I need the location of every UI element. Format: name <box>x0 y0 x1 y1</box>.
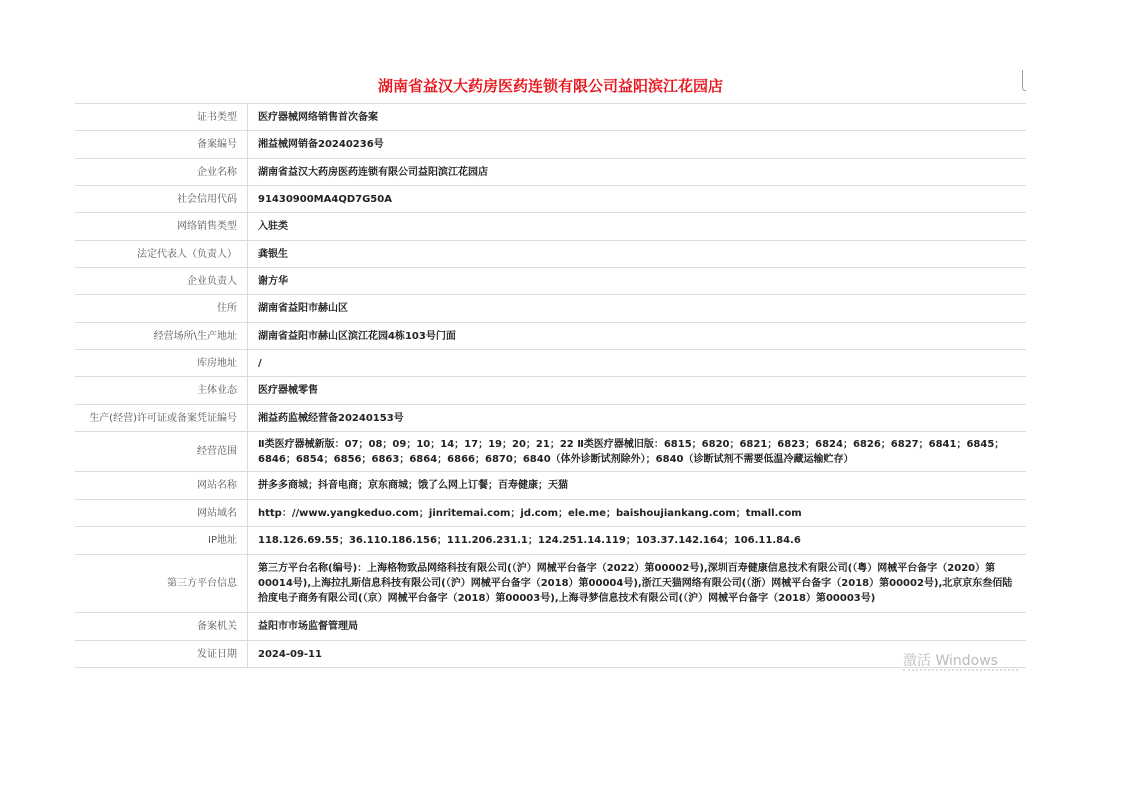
table-row <box>75 104 1026 131</box>
row-label: 发证日期 <box>75 641 248 668</box>
row-label: 生产(经营)许可证或备案凭证编号 <box>75 405 248 432</box>
row-value: 湘益药监械经营备20240153号 <box>248 405 1027 432</box>
row-value: 益阳市市场监督管理局 <box>248 613 1027 641</box>
table-row <box>75 377 1026 405</box>
row-label: 企业名称 <box>75 159 248 186</box>
table-row <box>75 268 1026 295</box>
row-value: http：//www.yangkeduo.com；jinritemai.com；jd.com；ele.me；baishoujiankang.com；tmall.com <box>248 500 1027 527</box>
row-label: 备案编号 <box>75 131 248 159</box>
table-row <box>75 131 1026 159</box>
table-row <box>75 555 1026 613</box>
table-row <box>75 405 1026 432</box>
row-value: 第三方平台名称(编号)：上海格物致品网络科技有限公司(（沪）网械平台备字（2022）第00002号),深圳百寿健康信息技术有限公司(（粤）网械平台备字（2020）第00014号),上海拉扎斯信息科技有限公司(（沪）网械平台备字（2018）第00004号),浙江天猫网络有限公司(（浙）网械平台备字（2018）第00002号),北京京东叁佰陆拾度电子商务有限公司(（京）网械平台备字（2018）第00003号),上海寻梦信息技术有限公司(（沪）网械平台备字（2018）第00003号) <box>248 555 1027 613</box>
row-label: 企业负责人 <box>75 268 248 295</box>
row-label: 证书类型 <box>75 104 248 131</box>
windows-activation-watermark: 激活 Windows <box>903 653 998 669</box>
row-value: 2024-09-11 <box>248 641 1027 668</box>
table-row <box>75 500 1026 527</box>
table-row <box>75 159 1026 186</box>
row-value: 龚银生 <box>248 241 1027 268</box>
row-value: 湖南省益汉大药房医药连锁有限公司益阳滨江花园店 <box>248 159 1027 186</box>
table-row <box>75 432 1026 472</box>
corner-mark <box>1022 70 1026 91</box>
row-value: 湖南省益阳市赫山区 <box>248 295 1027 323</box>
row-label: 主体业态 <box>75 377 248 405</box>
row-label: 网站名称 <box>75 472 248 500</box>
row-value: 湘益械网销备20240236号 <box>248 131 1027 159</box>
table-row <box>75 527 1026 555</box>
row-value: 拼多多商城；抖音电商；京东商城；饿了么网上订餐；百寿健康；天猫 <box>248 472 1027 500</box>
row-label: 备案机关 <box>75 613 248 641</box>
page-title: 湖南省益汉大药房医药连锁有限公司益阳滨江花园店 <box>377 77 723 95</box>
row-label: 经营范围 <box>75 432 248 472</box>
row-label: 网站域名 <box>75 500 248 527</box>
row-label: 经营场所\生产地址 <box>75 323 248 350</box>
row-label: IP地址 <box>75 527 248 555</box>
row-label: 社会信用代码 <box>75 186 248 213</box>
row-label: 法定代表人（负责人） <box>75 241 248 268</box>
row-value: Ⅱ类医疗器械新版：07；08；09；10；14；17；19；20；21；22 Ⅱ类医疗器械旧版：6815；6820；6821；6823；6824；6826；6827；6841；6845；6846；6854；6856；6863；6864；6866；6870；6840（体外诊断试剂除外）；6840（诊断试剂不需要低温冷藏运输贮存） <box>248 432 1027 472</box>
row-value: 医疗器械零售 <box>248 377 1027 405</box>
table-row <box>75 295 1026 323</box>
row-label: 第三方平台信息 <box>75 555 248 613</box>
row-label: 库房地址 <box>75 350 248 377</box>
table-row <box>75 186 1026 213</box>
table-row <box>75 641 1026 668</box>
row-label: 网络销售类型 <box>75 213 248 241</box>
table-row <box>75 613 1026 641</box>
table-row <box>75 241 1026 268</box>
table-row <box>75 213 1026 241</box>
row-value: 118.126.69.55；36.110.186.156；111.206.231.1；124.251.14.119；103.37.142.164；106.11.84.6 <box>248 527 1027 555</box>
row-value: 谢方华 <box>248 268 1027 295</box>
row-value: 91430900MA4QD7G50A <box>248 186 1027 213</box>
row-value: / <box>248 350 1027 377</box>
row-value: 医疗器械网络销售首次备案 <box>248 104 1027 131</box>
row-value: 湖南省益阳市赫山区滨江花园4栋103号门面 <box>248 323 1027 350</box>
table-row <box>75 472 1026 500</box>
record-table <box>75 103 1026 668</box>
row-value: 入驻类 <box>248 213 1027 241</box>
table-row <box>75 350 1026 377</box>
row-label: 住所 <box>75 295 248 323</box>
watermark-subtext <box>903 669 1018 674</box>
table-row <box>75 323 1026 350</box>
